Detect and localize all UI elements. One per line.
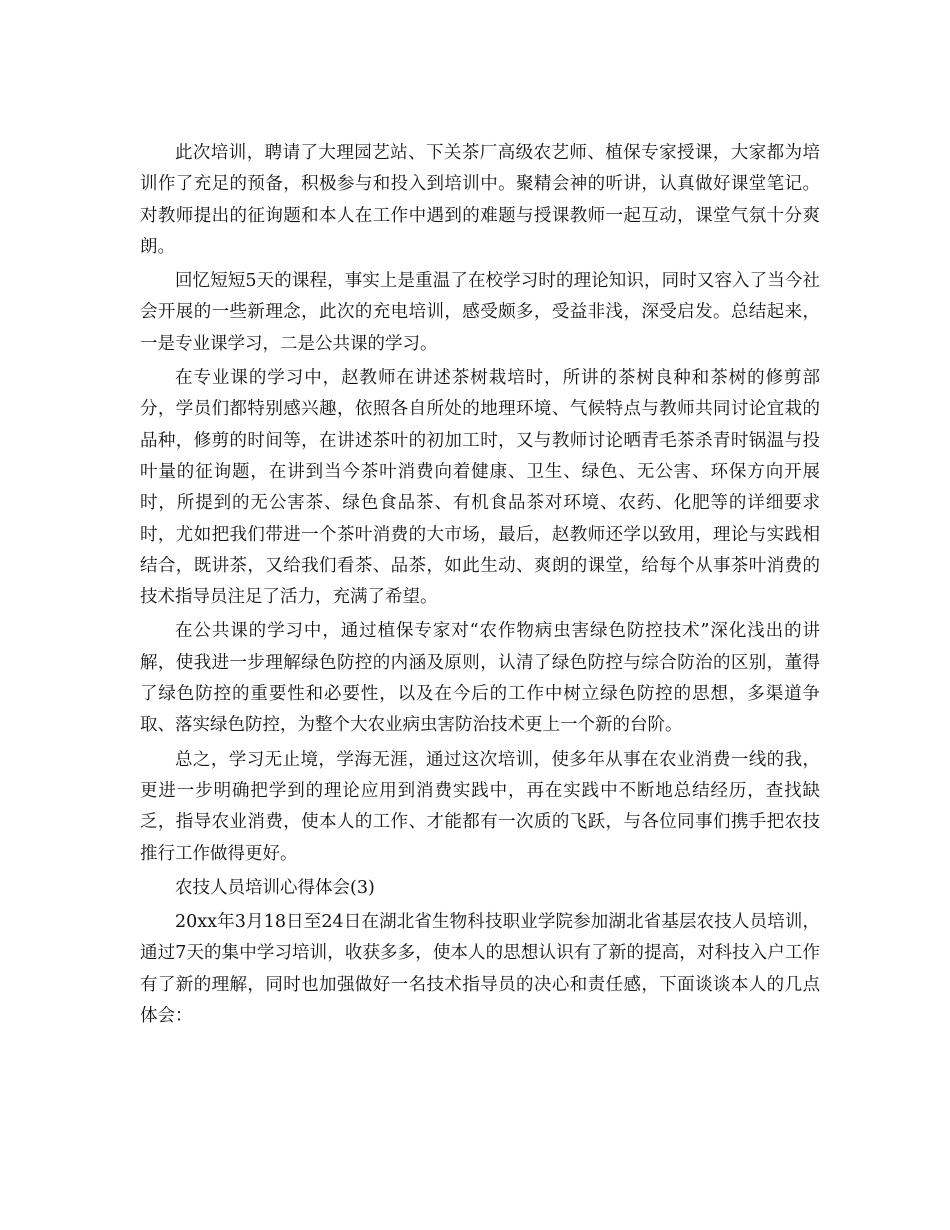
paragraph-professional-course: 在专业课的学习中，赵教师在讲述茶树栽培时，所讲的茶树良种和茶树的修剪部分，学员们都特别感兴趣，依照各自所处的地理环境、气候特点与教师共同讨论宜栽的品种，修剪的时间等，在讲述茶叶的初加工时，又与教师讨论晒青毛茶杀青时锅温与投叶量的征询题，在讲到当今茶叶消费向着健康、卫生、绿色、无公害、环保方向开展时，所提到的无公害茶、绿色食品茶、有机食品茶对环境、农药、化肥等的详细要求时，尤如把我们带进一个茶叶消费的大市场，最后，赵教师还学以致用，理论与实践相结合，既讲茶，又给我们看茶、品茶，如此生动、爽朗的课堂，给每个从事茶叶消费的技术指导员注足了活力，充满了希望。	[140, 368, 820, 608]
paragraph-training-intro: 此次培训，聘请了大理园艺站、下关茶厂高级农艺师、植保专家授课，大家都为培训作了充足的预备，积极参与和投入到培训中。聚精会神的听讲，认真做好课堂笔记。对教师提出的征询题和本人在工作中遇到的难题与授课教师一起互动，课堂气氛十分爽朗。	[140, 143, 820, 257]
paragraph-section-three-intro: 20xx年3月18日至24日在湖北省生物科技职业学院参加湖北省基层农技人员培训，通过7天的集中学习培训，收获多多，使本人的思想认识有了新的提高，对科技入户工作有了新的理解，同时也加强做好一名技术指导员的决心和责任感，下面谈谈本人的几点体会：	[140, 912, 820, 1027]
section-heading: 农技人员培训心得体会(3)	[175, 877, 375, 898]
paragraph-conclusion: 总之，学习无止境，学海无涯，通过这次培训，使多年从事在农业消费一线的我，更进一步明确把学到的理论应用到消费实践中，再在实践中不断地总结经历，查找缺乏，指导农业消费，使本人的工作、才能都有一次质的飞跃，与各位同事们携手把农技推行工作做得更好。	[140, 749, 820, 864]
paragraph-public-course: 在公共课的学习中，通过植保专家对“农作物病虫害绿色防控技术”深化浅出的讲解，使我进一步理解绿色防控的内涵及原则，认清了绿色防控与综合防治的区别，董得了绿色防控的重要性和必要性，以及在今后的工作中树立绿色防控的思想，多渠道争取、落实绿色防控，为整个大农业病虫害防治技术更上一个新的台阶。	[140, 621, 820, 736]
paragraph-course-review: 回忆短短5天的课程，事实上是重温了在校学习时的理论知识，同时又容入了当今社会开展的一些新理念，此次的充电培训，感受颇多，受益非浅，深受启发。总结起来，一是专业课学习，二是公共课的学习。	[140, 271, 820, 354]
document-body	[140, 138, 820, 1035]
